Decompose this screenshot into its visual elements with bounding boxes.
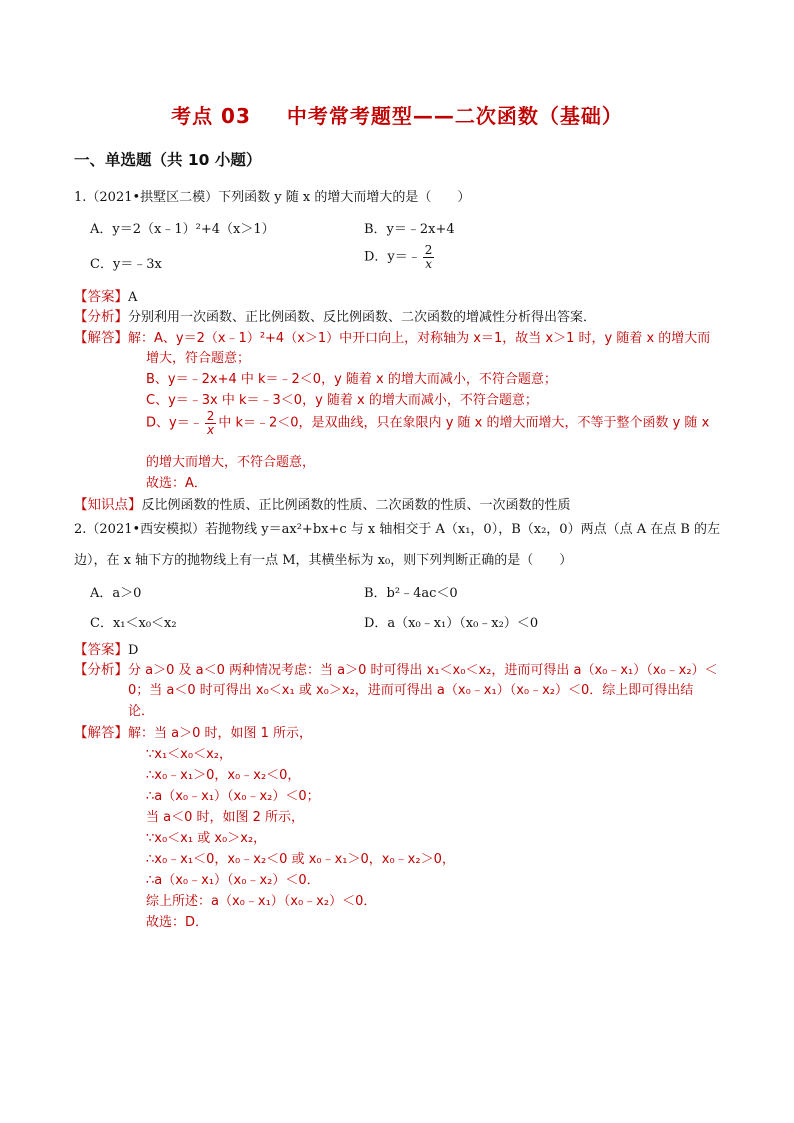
answer-tag: 【答案】	[74, 289, 128, 305]
q1-option-c: C．y＝﹣3x	[90, 257, 162, 272]
q2-analysis: 【分析】分 a＞0 及 a＜0 两种情况考虑：当 a＞0 时可得出 x₁＜x₀＜x₂，进而可得出 a（x₀﹣x₁）（x₀﹣x₂）＜	[74, 662, 718, 678]
q2-analysis-line: 论．	[128, 704, 155, 719]
q2-stem: 2.（2021•西安模拟）若抛物线 y＝ax²+bx+c 与 x 轴相交于 A（x₁，0），B（x₂，0）两点（点 A 在点 B 的左	[74, 522, 721, 537]
q1-solution-line: 故选：A．	[146, 476, 207, 491]
q2-solution-line: ∴x₀﹣x₁＞0，x₀﹣x₂＜0，	[146, 768, 301, 783]
q2-answer: 【答案】D	[74, 642, 139, 658]
q2-solution-line: ∵x₁＜x₀＜x₂，	[146, 747, 232, 762]
fraction: $\frac{2}{x}$	[206, 409, 215, 437]
q1-option-d: D．y＝﹣ $\frac{2}{x}$	[364, 243, 433, 271]
q1-solution-line: 的增大而增大，不符合题意，	[146, 455, 316, 470]
q2-option-b: B．b²﹣4ac＜0	[364, 586, 458, 601]
q1-knowledge: 【知识点】反比例函数的性质、正比例函数的性质、二次函数的性质、一次函数的性质	[74, 497, 571, 513]
answer-tag: 【答案】	[74, 642, 128, 658]
solution-tag: 【解答】	[74, 725, 128, 741]
q2-option-a: A．a＞0	[90, 586, 142, 601]
q2-solution-line: ∴x₀﹣x₁＜0，x₀﹣x₂＜0 或 x₀﹣x₁＞0，x₀﹣x₂＞0，	[146, 852, 455, 867]
q1-solution-line: B、y＝﹣2x+4 中 k＝﹣2＜0，y 随着 x 的增大而减小，不符合题意；	[146, 372, 557, 387]
q2-option-c: C．x₁＜x₀＜x₂	[90, 616, 177, 631]
analysis-tag: 【分析】	[74, 309, 128, 325]
q2-solution-line: 综上所述：a（x₀﹣x₁）（x₀﹣x₂）＜0．	[146, 894, 377, 909]
q2-solution-line: 【解答】解：当 a＞0 时，如图 1 所示，	[74, 725, 313, 741]
q2-analysis-line: 0；当 a＜0 时可得出 x₀＜x₁ 或 x₀＞x₂，进而可得出 a（x₀﹣x₁）（x₀﹣x₂）＜0．综上即可得出结	[128, 683, 694, 698]
q1-stem: 1.（2021•拱墅区二模）下列函数 y 随 x 的增大而增大的是（ ）	[74, 190, 471, 205]
fraction: $\frac{2}{x}$	[424, 243, 433, 271]
q1-option-b: B．y＝﹣2x+4	[364, 222, 455, 237]
q2-solution-line: 当 a＜0 时，如图 2 所示，	[146, 810, 305, 825]
q1-option-a: A．y＝2（x﹣1）²+4（x＞1）	[90, 222, 275, 237]
q2-solution-line: ∴a（x₀﹣x₁）（x₀﹣x₂）＜0；	[146, 789, 320, 804]
q2-solution-line: ∵x₀＜x₁ 或 x₀＞x₂，	[146, 831, 267, 846]
knowledge-tag: 【知识点】	[74, 497, 142, 513]
q1-solution-line: 增大，符合题意；	[146, 351, 251, 366]
q1-solution-line: 【解答】解：A、y＝2（x﹣1）²+4（x＞1）中开口向上，对称轴为 x＝1，故当 x＞1 时，y 随着 x 的增大而	[74, 330, 711, 346]
title-part1: 考点 03	[171, 104, 251, 128]
q2-option-d: D．a（x₀﹣x₁）（x₀﹣x₂）＜0	[364, 616, 539, 631]
q2-solution-line: 故选：D．	[146, 915, 209, 930]
analysis-tag: 【分析】	[74, 662, 128, 678]
section-heading: 一、单选题（共 10 小题）	[74, 151, 262, 169]
q1-solution-line: D、y＝﹣ $\frac{2}{x}$ 中 k＝﹣2＜0，是双曲线，只在象限内 y 随 x 的增大而增大，不等于整个函数 y 随 x	[146, 409, 710, 437]
q1-solution-line: C、y＝﹣3x 中 k＝﹣3＜0，y 随着 x 的增大而减小，不符合题意；	[146, 393, 538, 408]
q2-solution-line: ∴a（x₀﹣x₁）（x₀﹣x₂）＜0．	[146, 873, 320, 888]
solution-tag: 【解答】	[74, 330, 128, 346]
q1-analysis: 【分析】分别利用一次函数、正比例函数、反比例函数、二次函数的增减性分析得出答案．	[74, 309, 597, 325]
q1-answer: 【答案】A	[74, 289, 138, 305]
q2-stem: 边），在 x 轴下方的抛物线上有一点 M，其横坐标为 x₀，则下列判断正确的是（ ）	[74, 553, 573, 568]
title-part2: 中考常考题型——二次函数（基础）	[286, 104, 623, 128]
page-title	[0, 100, 794, 129]
